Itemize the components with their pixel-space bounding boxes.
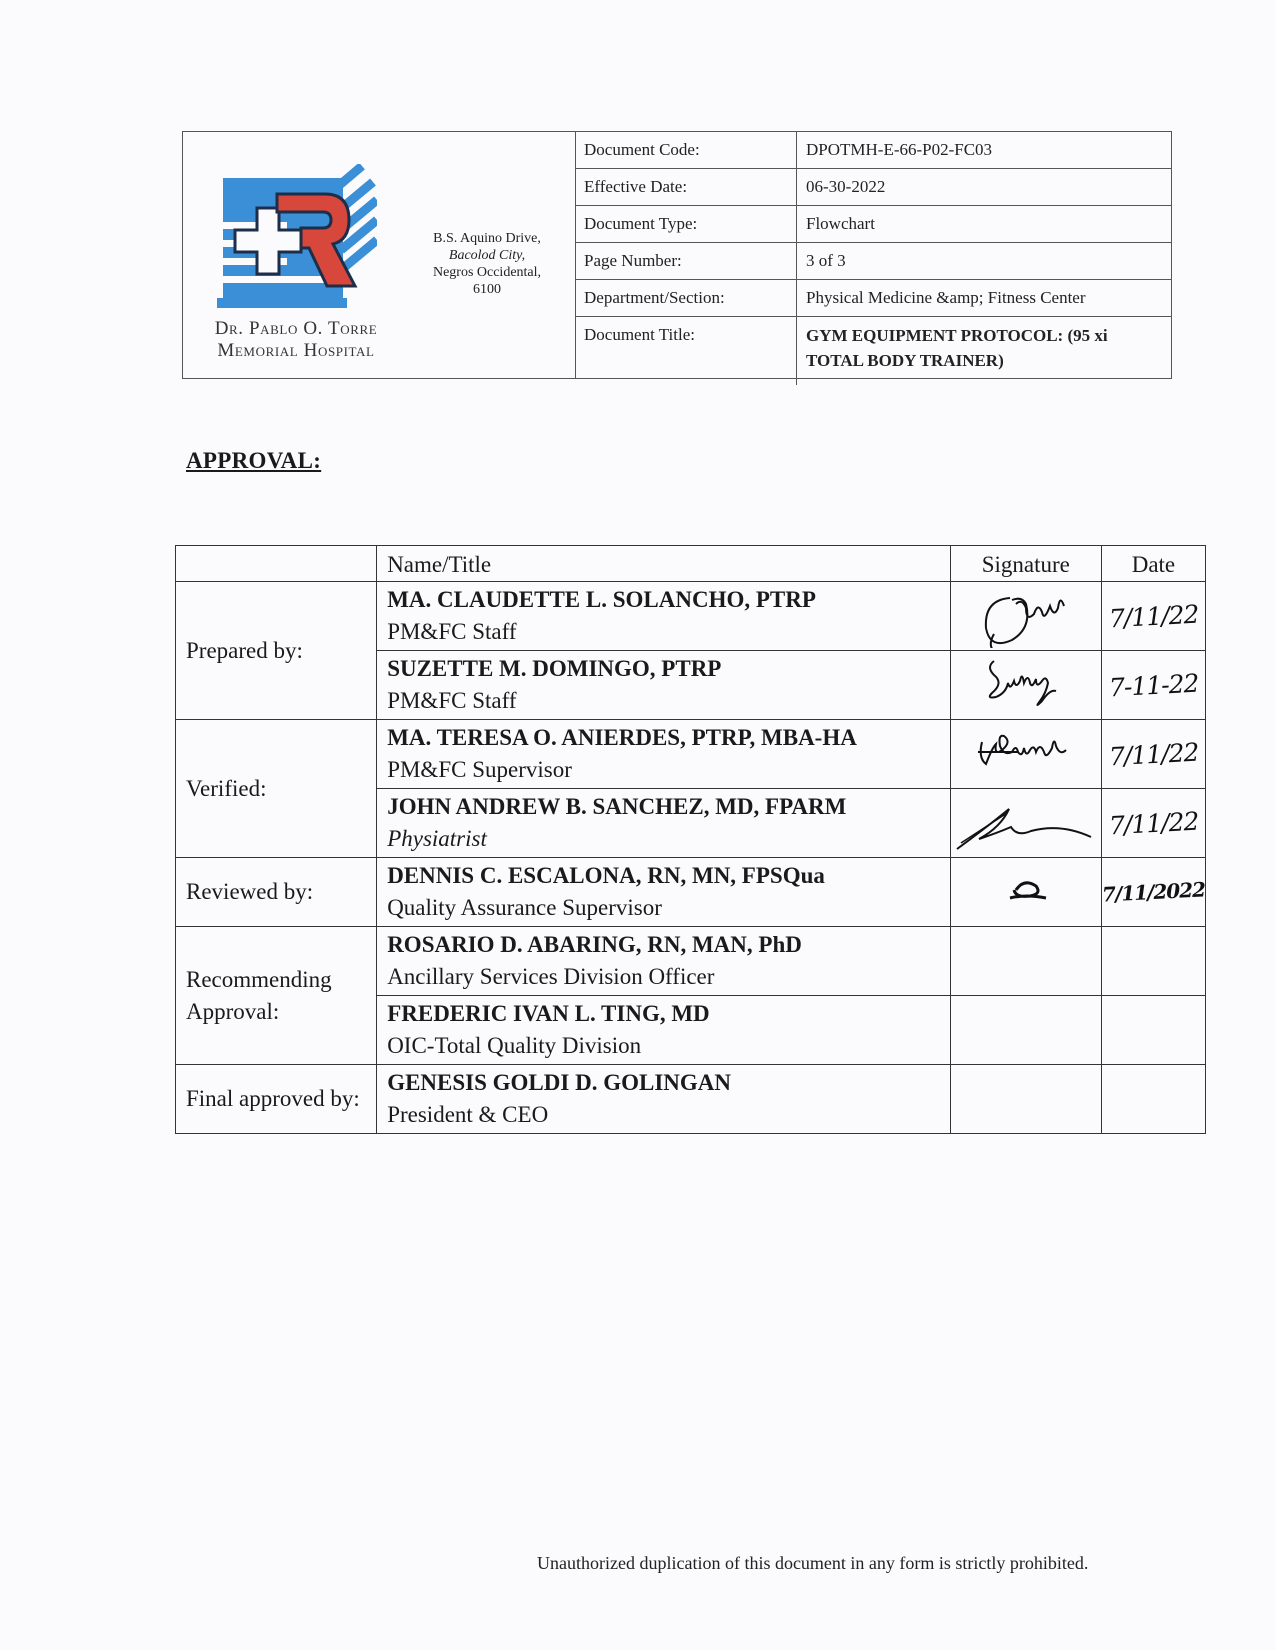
- person-cell: [377, 1065, 951, 1134]
- date-cell: [1101, 789, 1205, 858]
- table-row: [176, 858, 1206, 927]
- document-code: DPOTMH-E-66-P02-FC03: [797, 132, 1172, 169]
- department-section: Physical Medicine &amp; Fitness Center: [797, 280, 1172, 317]
- person-title: President & CEO: [387, 1102, 549, 1127]
- name-title-column-header: Name/Title: [377, 546, 951, 582]
- signature-cell: [950, 858, 1101, 927]
- signature: [966, 860, 1086, 924]
- signed-date: 7/11/22: [1108, 737, 1199, 771]
- meta-label: Document Code:: [575, 132, 797, 169]
- signed-date: 7/11/2022: [1101, 877, 1206, 907]
- approval-header-row: [176, 546, 1206, 582]
- meta-label: Effective Date:: [575, 169, 797, 206]
- signature: [964, 653, 1088, 717]
- address-line3: Negros Occidental,: [432, 265, 542, 280]
- signature-column-header: Signature: [950, 546, 1101, 582]
- role-recommending: Recommending Approval:: [176, 927, 377, 1065]
- footer-notice: Unauthorized duplication of this document in any form is strictly prohibited.: [537, 1553, 1089, 1573]
- date-cell: [1101, 720, 1205, 789]
- signature: [966, 584, 1086, 648]
- person-name: MA. TERESA O. ANIERDES, PTRP, MBA-HA: [387, 725, 857, 750]
- person-name: DENNIS C. ESCALONA, RN, MN, FPSQua: [387, 863, 825, 888]
- date-cell: [1101, 996, 1205, 1065]
- meta-label: Department/Section:: [575, 280, 797, 317]
- address-line2: Bacolod City,: [448, 248, 526, 263]
- signature-cell: [950, 1065, 1101, 1134]
- signed-date: 7-11-22: [1108, 668, 1199, 702]
- person-cell: [377, 996, 951, 1065]
- person-title: PM&FC Staff: [387, 688, 517, 713]
- person-title: PM&FC Supervisor: [387, 757, 572, 782]
- document-meta-table: [575, 132, 1171, 385]
- signature-cell: [950, 651, 1101, 720]
- person-name: ROSARIO D. ABARING, RN, MAN, PhD: [387, 932, 802, 957]
- role-reviewed: Reviewed by:: [176, 858, 377, 927]
- table-row: [176, 720, 1206, 789]
- address-line4: 6100: [473, 282, 501, 297]
- role-verified: Verified:: [176, 720, 377, 858]
- approval-heading: APPROVAL:: [186, 448, 322, 473]
- person-title: PM&FC Staff: [387, 619, 517, 644]
- signature-cell: [950, 720, 1101, 789]
- person-name: GENESIS GOLDI D. GOLINGAN: [387, 1070, 731, 1095]
- date-cell: [1101, 1065, 1205, 1134]
- role-final: Final approved by:: [176, 1065, 377, 1134]
- hospital-address: [407, 230, 567, 298]
- person-cell: [377, 927, 951, 996]
- role-column-header: [176, 546, 377, 582]
- signature-cell: [950, 996, 1101, 1065]
- hospital-name: [185, 318, 407, 362]
- person-cell: [377, 720, 951, 789]
- signature-cell: [950, 927, 1101, 996]
- signature-cell: [950, 789, 1101, 858]
- logo-cell: [183, 132, 576, 378]
- person-cell: [377, 582, 951, 651]
- document-type: Flowchart: [797, 206, 1172, 243]
- meta-row-code: [575, 132, 1171, 169]
- table-row: [176, 1065, 1206, 1134]
- date-cell: [1101, 651, 1205, 720]
- person-title: Quality Assurance Supervisor: [387, 895, 662, 920]
- meta-label: Page Number:: [575, 243, 797, 280]
- approval-table: [175, 545, 1206, 1134]
- signature: [951, 791, 1101, 855]
- date-cell: [1101, 927, 1205, 996]
- person-title: Ancillary Services Division Officer: [387, 964, 715, 989]
- hospital-logo-icon: [217, 164, 377, 316]
- document-header: [182, 131, 1172, 379]
- person-cell: [377, 789, 951, 858]
- effective-date: 06-30-2022: [797, 169, 1172, 206]
- person-name: FREDERIC IVAN L. TING, MD: [387, 1001, 710, 1026]
- signature: [964, 722, 1088, 786]
- date-column-header: Date: [1101, 546, 1205, 582]
- person-title: Physiatrist: [387, 826, 487, 851]
- address-line1: B.S. Aquino Drive,: [433, 231, 541, 246]
- person-name: JOHN ANDREW B. SANCHEZ, MD, FPARM: [387, 794, 847, 819]
- person-name: MA. CLAUDETTE L. SOLANCHO, PTRP: [387, 587, 816, 612]
- person-cell: [377, 858, 951, 927]
- meta-row-department: [575, 280, 1171, 317]
- document-title: GYM EQUIPMENT PROTOCOL: (95 xi TOTAL BODY TRAINER): [806, 326, 1108, 370]
- hospital-name-line2: Memorial Hospital: [217, 340, 375, 361]
- person-name: SUZETTE M. DOMINGO, PTRP: [387, 656, 722, 681]
- meta-row-page: [575, 243, 1171, 280]
- meta-label: Document Type:: [575, 206, 797, 243]
- person-title: OIC-Total Quality Division: [387, 1033, 642, 1058]
- hospital-name-line1: Dr. Pablo O. Torre: [214, 318, 378, 339]
- signature-cell: [950, 582, 1101, 651]
- role-prepared: Prepared by:: [176, 582, 377, 720]
- meta-row-effective-date: [575, 169, 1171, 206]
- person-cell: [377, 651, 951, 720]
- table-row: [176, 582, 1206, 651]
- meta-label: Document Title:: [575, 317, 797, 386]
- signed-date: 7/11/22: [1108, 599, 1199, 633]
- date-cell: [1101, 858, 1205, 927]
- meta-row-title: [575, 317, 1171, 386]
- date-cell: [1101, 582, 1205, 651]
- meta-row-type: [575, 206, 1171, 243]
- signed-date: 7/11/22: [1108, 806, 1199, 840]
- page-number: 3 of 3: [797, 243, 1172, 280]
- table-row: [176, 927, 1206, 996]
